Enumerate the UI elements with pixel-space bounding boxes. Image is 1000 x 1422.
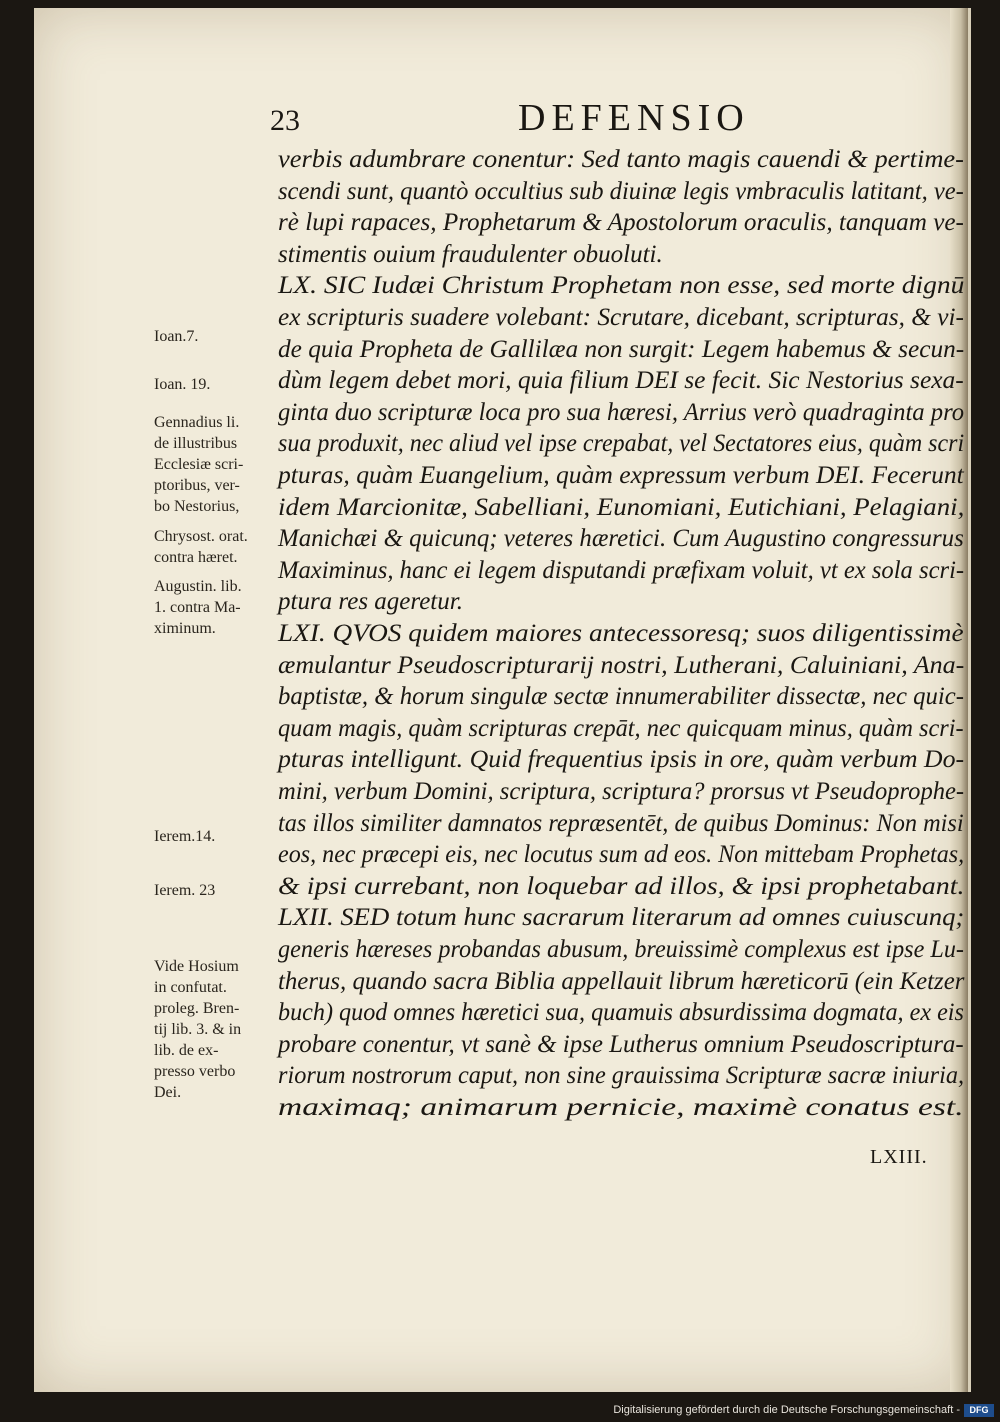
- text-line: sua produxit, nec aliud vel ipse crepabat, vel Sectatores eius, quàm scri: [278, 430, 965, 457]
- text-line: idem Marcionitæ, Sabelliani, Eunomiani, Eutichiani, Pelagiani,: [278, 494, 965, 521]
- text-line: riorum nostrorum caput, non sine grauissima Scripturæ sacræ iniuria,: [278, 1062, 965, 1089]
- text-line: LXII. SED totum hunc sacrarum literarum ad omnes cuiuscunq;: [278, 904, 965, 931]
- text-line: pturas, quàm Euangelium, quàm expressum verbum DEI. Fecerunt: [278, 462, 964, 489]
- margin-note: Augustin. lib. 1. contra Ma- ximinum.: [154, 578, 242, 637]
- text-line: pturas intelligunt. Quid frequentius ipsis in ore, quàm verbum Do-: [278, 746, 965, 773]
- text-line: dùm legem debet mori, quia filium DEI se fecit. Sic Nestorius sexa-: [278, 367, 964, 394]
- page-number: 23: [270, 104, 300, 137]
- text-line: baptistæ, & horum singulæ sectæ innumerabiliter dissectæ, nec quic-: [278, 683, 965, 710]
- running-title: DEFENSIO: [518, 97, 750, 139]
- text-line: rè lupi rapaces, Prophetarum & Apostolorum oraculis, tanquam ve-: [278, 209, 964, 236]
- digitization-footer: [0, 1392, 1000, 1422]
- margin-note: Ioan. 19.: [154, 376, 211, 393]
- text-line: therus, quando sacra Biblia appellauit librum hæreticorū (ein Ketzer: [278, 968, 965, 995]
- text-line: maximaq; animarum pernicie, maximè conatus est.: [278, 1094, 964, 1121]
- text-line: ptura res ageretur.: [278, 588, 463, 615]
- margin-note: Ierem.14.: [154, 828, 216, 845]
- text-line: LX. SIC Iudæi Christum Prophetam non esse, sed morte dignū: [278, 272, 965, 299]
- text-line: quam magis, quàm scripturas crepāt, nec quicquam minus, quàm scri-: [278, 715, 964, 742]
- margin-note: Ioan.7.: [154, 328, 199, 345]
- margin-note: Gennadius li. de illustribus Ecclesiæ scri- ptoribus, ver- bo Nestorius,: [154, 414, 244, 515]
- margin-note: Ierem. 23: [154, 882, 216, 899]
- funding-credit: Digitalisierung gefördert durch die Deutsche Forschungsgemeinschaft -: [613, 1404, 960, 1416]
- margin-note: Chrysost. orat. contra hæret.: [154, 528, 248, 566]
- text-line: verbis adumbrare conentur: Sed tanto magis cauendi & pertime-: [278, 146, 964, 173]
- text-line: mini, verbum Domini, scriptura, scriptura? prorsus vt Pseudoprophe-: [278, 778, 965, 805]
- text-line: stimentis ouium fraudulenter obuoluti.: [278, 241, 663, 268]
- text-line: æmulantur Pseudoscripturarij nostri, Lutherani, Caluiniani, Ana-: [278, 652, 965, 679]
- text-line: ginta duo scripturæ loca pro sua hæresi, Arrius verò quadraginta pro: [278, 399, 965, 426]
- text-line: eos, nec præcepi eis, nec locutus sum ad eos. Non mittebam Prophetas,: [278, 841, 965, 868]
- text-line: buch) quod omnes hæretici sua, quamuis absurdissima dogmata, ex eis: [278, 999, 964, 1026]
- text-line: Maximinus, hanc ei legem disputandi præfixam voluit, vt ex sola scri-: [278, 557, 965, 584]
- text-line: & ipsi currebant, non loquebar ad illos, & ipsi prophetabant.: [278, 873, 965, 900]
- catchword: LXIII.: [870, 1146, 928, 1168]
- scanned-page: [34, 8, 971, 1392]
- text-line: probare conentur, vt sanè & ipse Lutherus omnium Pseudoscriptura-: [278, 1031, 964, 1058]
- dfg-logo: DFG: [964, 1404, 994, 1417]
- text-line: de quia Propheta de Gallilæa non surgit: Legem habemus & secun-: [278, 336, 965, 363]
- margin-note: Vide Hosium in confutat. proleg. Bren- tij lib. 3. & in lib. de ex- presso verbo Dei.: [154, 958, 242, 1101]
- text-line: Manichæi & quicunq; veteres hæretici. Cum Augustino congressurus: [278, 525, 964, 552]
- text-line: tas illos similiter damnatos repræsentēt, de quibus Dominus: Non misi: [278, 810, 964, 837]
- text-line: scendi sunt, quantò occultius sub diuinæ legis vmbraculis latitant, ve-: [278, 178, 964, 205]
- text-line: generis hæreses probandas abusum, breuissimè complexus est ipse Lu-: [278, 936, 964, 963]
- text-line: LXI. QVOS quidem maiores antecessoresq; suos diligentissimè: [278, 620, 964, 647]
- text-line: ex scripturis suadere volebant: Scrutare, dicebant, scripturas, & vi-: [278, 304, 964, 331]
- running-head: [34, 8, 968, 139]
